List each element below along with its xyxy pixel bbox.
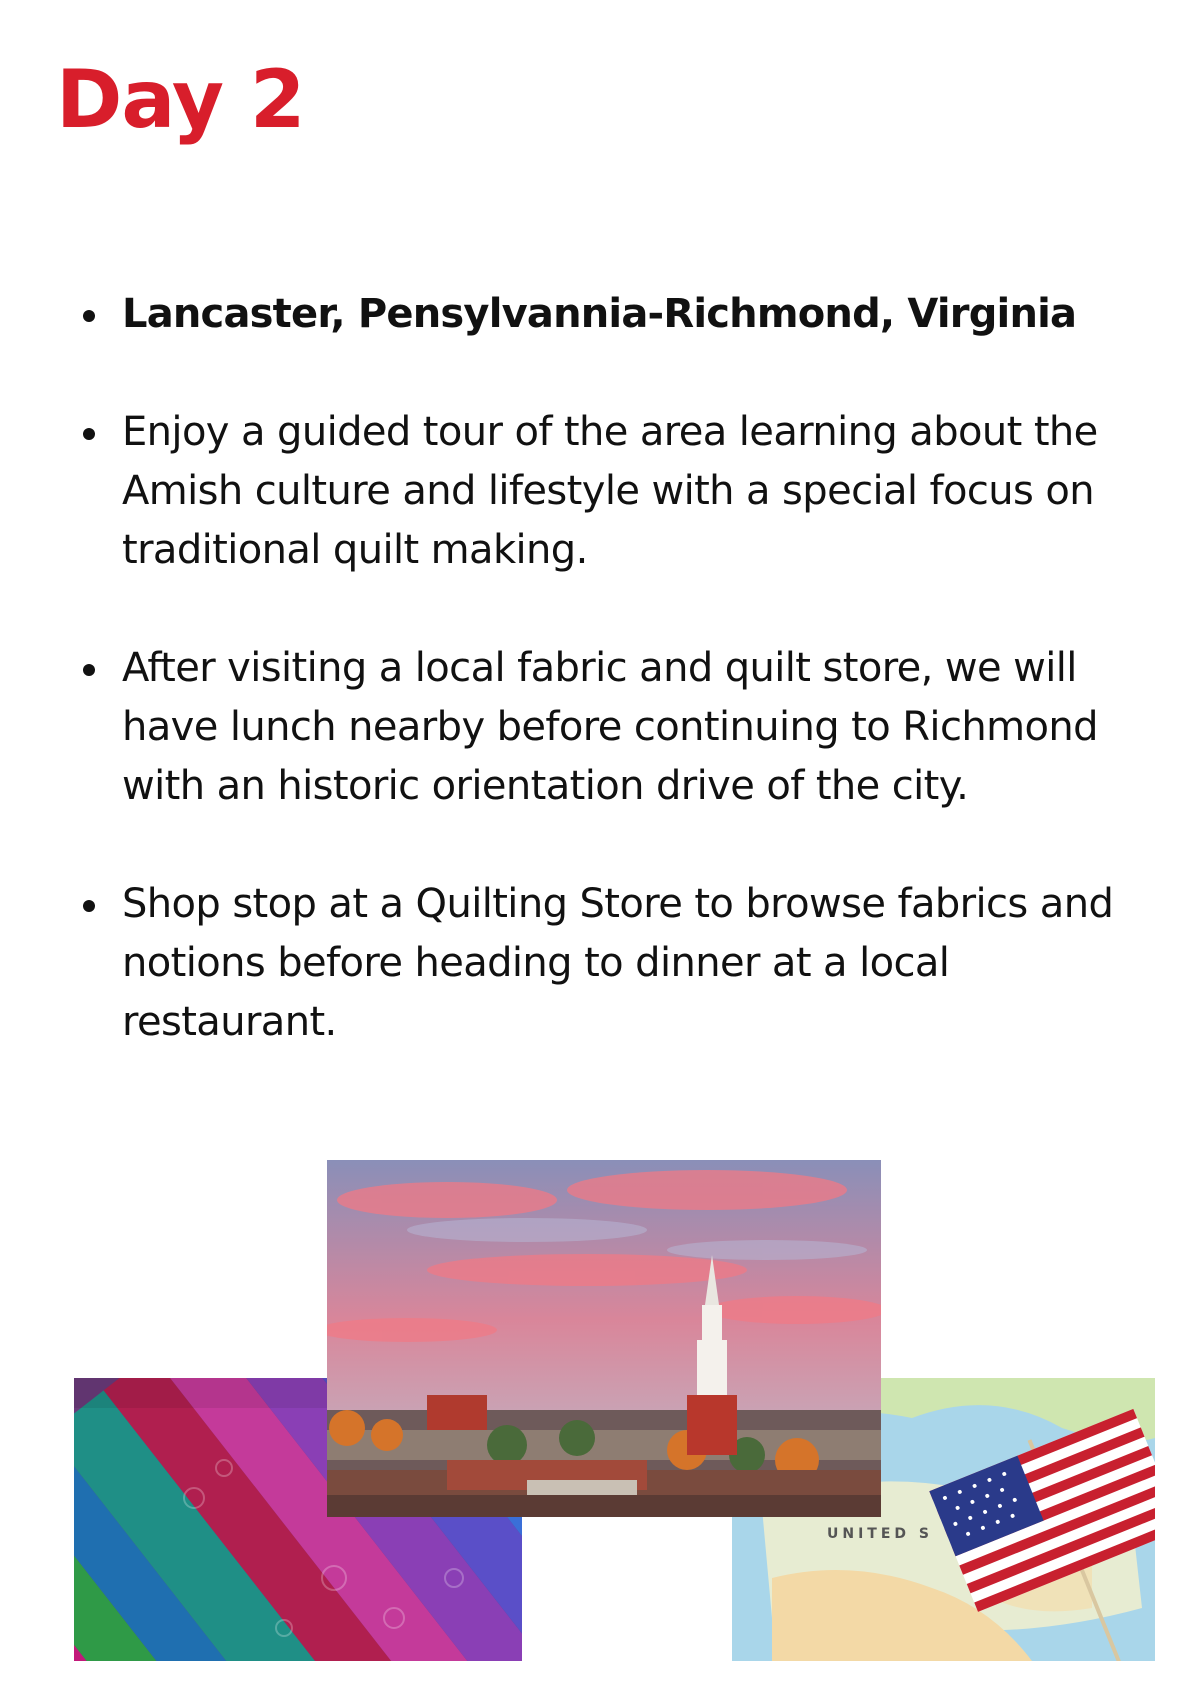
town-skyline-sunset-photo [327, 1160, 881, 1517]
list-item-fabric-store: After visiting a local fabric and quilt store, we will have lunch nearby before continuing to Richmond with an historic orientation drive of the city. [122, 639, 1132, 816]
page-title: Day 2 [56, 53, 305, 146]
map-label: UNITED S [827, 1526, 933, 1542]
list-item-guided-tour: Enjoy a guided tour of the area learning about the Amish culture and lifestyle with a special focus on traditional quilt making. [122, 403, 1132, 580]
list-item-quilting-store: Shop stop at a Quilting Store to browse fabrics and notions before heading to dinner at a local restaurant. [122, 875, 1132, 1052]
list-item-route: Lancaster, Pensylvannia-Richmond, Virginia [122, 285, 1132, 344]
itinerary-list [122, 285, 1132, 1111]
